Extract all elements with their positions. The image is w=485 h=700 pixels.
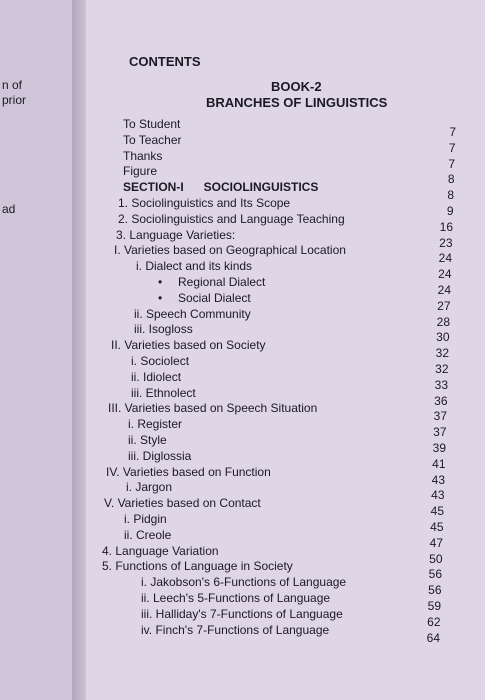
toc-page-number: 43	[431, 472, 445, 487]
toc-entry: iii. Isogloss	[134, 322, 193, 337]
toc-entry: i. Sociolect	[131, 354, 190, 368]
toc-entry: Thanks	[123, 148, 163, 163]
bullet-icon: •	[158, 275, 163, 289]
toc-page-number: 43	[431, 488, 445, 503]
toc-entry: i. Dialect and its kinds	[136, 259, 253, 274]
toc-page-number: 24	[438, 267, 452, 282]
toc-entry: iii. Ethnolect	[131, 385, 196, 400]
toc-entry: 1. Sociolinguistics and Its Scope	[118, 196, 291, 210]
toc-page-number: 9	[446, 204, 454, 218]
toc-entry: i. Jargon	[126, 480, 173, 495]
toc-page-number: 41	[432, 456, 446, 471]
contents-page	[86, 0, 485, 700]
toc-page-number: 16	[439, 219, 453, 234]
left-page	[0, 0, 80, 700]
toc-entry: Regional Dialect	[178, 275, 266, 289]
toc-page-number: 45	[430, 504, 444, 519]
toc-page-number: 39	[432, 441, 446, 455]
toc-page-number: 28	[436, 314, 450, 329]
toc-page-number: 24	[438, 251, 452, 266]
left-page-fragment: ad	[2, 202, 16, 216]
toc-page-number: 37	[433, 409, 447, 424]
toc-entry: ii. Creole	[124, 527, 172, 542]
toc-page-number: 47	[429, 535, 443, 550]
bullet-icon: •	[158, 290, 163, 305]
book-gutter	[72, 0, 86, 700]
toc-entry: III. Varieties based on Speech Situation	[108, 401, 318, 416]
toc-page-number: 7	[449, 125, 456, 139]
toc-entry: ii. Speech Community	[134, 306, 251, 321]
book-label: BOOK-2	[271, 79, 322, 94]
toc-entry: 3. Language Varieties:	[116, 227, 236, 242]
toc-entry: To Student	[123, 117, 181, 131]
toc-entry: Figure	[123, 164, 158, 179]
toc-entry: i. Jakobson's 6-Functions of Language	[141, 575, 347, 590]
toc-page-number: 62	[427, 614, 441, 629]
toc-entry: 4. Language Variation	[102, 543, 219, 558]
toc-entry: V. Varieties based on Contact	[104, 496, 261, 511]
toc-page-number: 37	[433, 425, 447, 440]
toc-entry: IV. Varieties based on Function	[106, 464, 271, 479]
toc-page-number: 8	[447, 188, 454, 203]
left-page-fragment: n of	[2, 78, 23, 92]
toc-entry: iii. Diglossia	[128, 448, 192, 463]
toc-page-number: 32	[435, 362, 449, 376]
toc-entry: Social Dialect	[178, 290, 251, 305]
toc-entry: ii. Style	[128, 433, 167, 447]
toc-entry: 2. Sociolinguistics and Language Teaching	[118, 211, 345, 226]
toc-entry: ii. Idiolect	[131, 369, 182, 384]
book-subtitle: BRANCHES OF LINGUISTICS	[206, 95, 388, 110]
toc-page-number: 7	[448, 156, 455, 171]
toc-page-number: 56	[428, 567, 442, 582]
left-page-fragment: prior	[2, 93, 27, 107]
toc-page-number: 24	[437, 283, 451, 297]
toc-page-number: 59	[427, 599, 441, 613]
toc-entry: 5. Functions of Language in Society	[102, 559, 293, 574]
toc-page-number: 33	[434, 377, 448, 392]
toc-page-number: 36	[434, 393, 448, 408]
toc-entry: To Teacher	[123, 132, 182, 147]
toc-page-number: 50	[429, 551, 443, 566]
toc-page-number: 64	[426, 630, 440, 645]
toc-page-number: 23	[439, 235, 453, 250]
toc-entry: i. Register	[128, 417, 183, 432]
toc-entry: I. Varieties based on Geographical Location	[114, 243, 346, 258]
toc-page-number: 8	[447, 172, 455, 187]
toc-page-number: 45	[430, 520, 444, 534]
toc-entry: ii. Leech's 5-Functions of Language	[141, 591, 331, 605]
toc-entry: II. Varieties based on Society	[111, 338, 266, 353]
toc-entry: iii. Halliday's 7-Functions of Language	[141, 606, 343, 621]
toc-entry: iv. Finch's 7-Functions of Language	[141, 622, 330, 637]
toc-entry: i. Pidgin	[124, 512, 167, 526]
toc-page-number: 56	[428, 583, 442, 598]
toc-page-number: 32	[435, 346, 449, 361]
toc-page-number: 7	[448, 140, 456, 155]
toc-page-number: 30	[436, 330, 450, 345]
toc-entry: SECTION-I SOCIOLINGUISTICS	[123, 180, 319, 195]
toc-page-number: 27	[437, 298, 451, 313]
contents-title: CONTENTS	[129, 54, 201, 69]
